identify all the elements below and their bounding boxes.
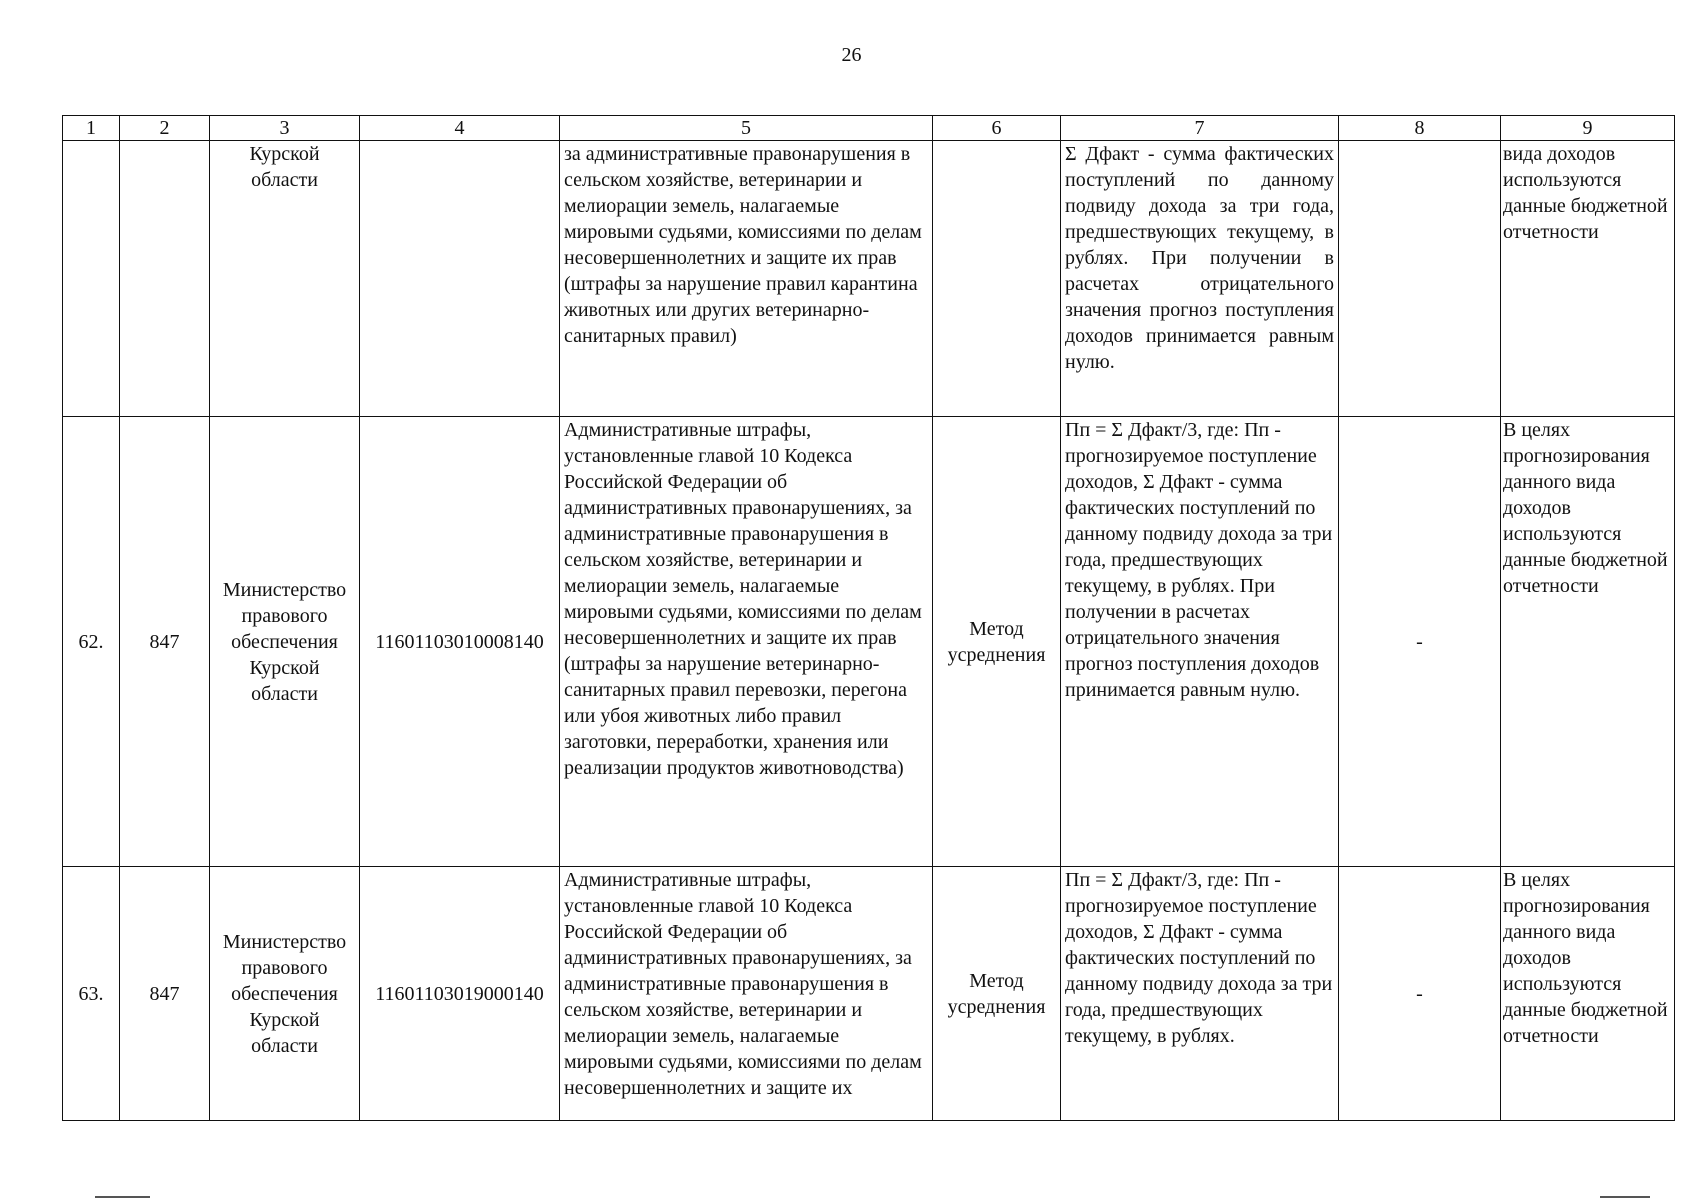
- row-number-cell: [63, 141, 120, 417]
- formula-cell: Пп = Σ Дфакт/3, где: Пп - прогнозируемое поступление доходов, Σ Дфакт - сумма фактических поступлений по данному подвиду дохода за три года, предшествующих текущему, в рублях.: [1061, 867, 1339, 1121]
- col-header-5: 5: [560, 116, 933, 141]
- method-cell: Метод усреднения: [933, 417, 1061, 867]
- revenue-forecast-table: [62, 115, 1675, 1121]
- data-source-cell: вида доходов используются данные бюджетной отчетности: [1501, 141, 1675, 417]
- chapter-code-cell: 847: [120, 867, 210, 1121]
- administrator-cell: Министерство правового обеспечения Курской области: [210, 417, 360, 867]
- formula-cell: Σ Дфакт - сумма фактических поступлений по данному подвиду дохода за три года, предшествующих текущему, в рублях. При получении в расчетах отрицательного значения прогноз поступления доходов принимается равным нулю.: [1061, 141, 1339, 417]
- scan-edge-mark: [1600, 1196, 1650, 1198]
- kbk-code-cell: 11601103019000140: [360, 867, 560, 1121]
- data-source-cell: В целях прогнозирования данного вида доходов используются данные бюджетной отчетности: [1501, 417, 1675, 867]
- page-number: 26: [841, 44, 862, 66]
- chapter-code-cell: 847: [120, 417, 210, 867]
- col-header-3: 3: [210, 116, 360, 141]
- chapter-code-cell: [120, 141, 210, 417]
- method-cell: Метод усреднения: [933, 867, 1061, 1121]
- revenue-name-cell: Административные штрафы, установленные главой 10 Кодекса Российской Федерации об административных правонарушениях, за административные правонарушения в сельском хозяйстве, ветеринарии и мелиорации земель, налагаемые мировыми судьями, комиссиями по делам несовершеннолетних и защите их: [560, 867, 933, 1121]
- row-number-cell: 62.: [63, 417, 120, 867]
- algorithm-cell: -: [1339, 867, 1501, 1121]
- table-row: [63, 141, 1675, 417]
- col-header-8: 8: [1339, 116, 1501, 141]
- col-header-6: 6: [933, 116, 1061, 141]
- col-header-7: 7: [1061, 116, 1339, 141]
- kbk-code-cell: [360, 141, 560, 417]
- col-header-2: 2: [120, 116, 210, 141]
- col-header-4: 4: [360, 116, 560, 141]
- col-header-1: 1: [63, 116, 120, 141]
- scan-edge-mark: [95, 1196, 150, 1198]
- row-number-cell: 63.: [63, 867, 120, 1121]
- data-source-cell: В целях прогнозирования данного вида доходов используются данные бюджетной отчетности: [1501, 867, 1675, 1121]
- revenue-name-cell: за административные правонарушения в сельском хозяйстве, ветеринарии и мелиорации земель, налагаемые мировыми судьями, комиссиями по делам несовершеннолетних и защите их прав (штрафы за нарушение правил карантина животных или других ветеринарно-санитарных правил): [560, 141, 933, 417]
- formula-cell: Пп = Σ Дфакт/3, где: Пп - прогнозируемое поступление доходов, Σ Дфакт - сумма фактических поступлений по данному подвиду дохода за три года, предшествующих текущему, в рублях. При получении в расчетах отрицательного значения прогноз поступления доходов принимается равным нулю.: [1061, 417, 1339, 867]
- algorithm-cell: -: [1339, 417, 1501, 867]
- administrator-cell: Министерство правового обеспечения Курской области: [210, 867, 360, 1121]
- header-row: [63, 116, 1675, 141]
- revenue-name-cell: Административные штрафы, установленные главой 10 Кодекса Российской Федерации об административных правонарушениях, за административные правонарушения в сельском хозяйстве, ветеринарии и мелиорации земель, налагаемые мировыми судьями, комиссиями по делам несовершеннолетних и защите их прав (штрафы за нарушение ветеринарно-санитарных правил перевозки, перегона или убоя животных либо правил заготовки, переработки, хранения или реализации продуктов животноводства): [560, 417, 933, 867]
- algorithm-cell: [1339, 141, 1501, 417]
- kbk-code-cell: 11601103010008140: [360, 417, 560, 867]
- administrator-cell: Курской области: [210, 141, 360, 417]
- col-header-9: 9: [1501, 116, 1675, 141]
- table-row: [63, 867, 1675, 1121]
- table-row: [63, 417, 1675, 867]
- method-cell: [933, 141, 1061, 417]
